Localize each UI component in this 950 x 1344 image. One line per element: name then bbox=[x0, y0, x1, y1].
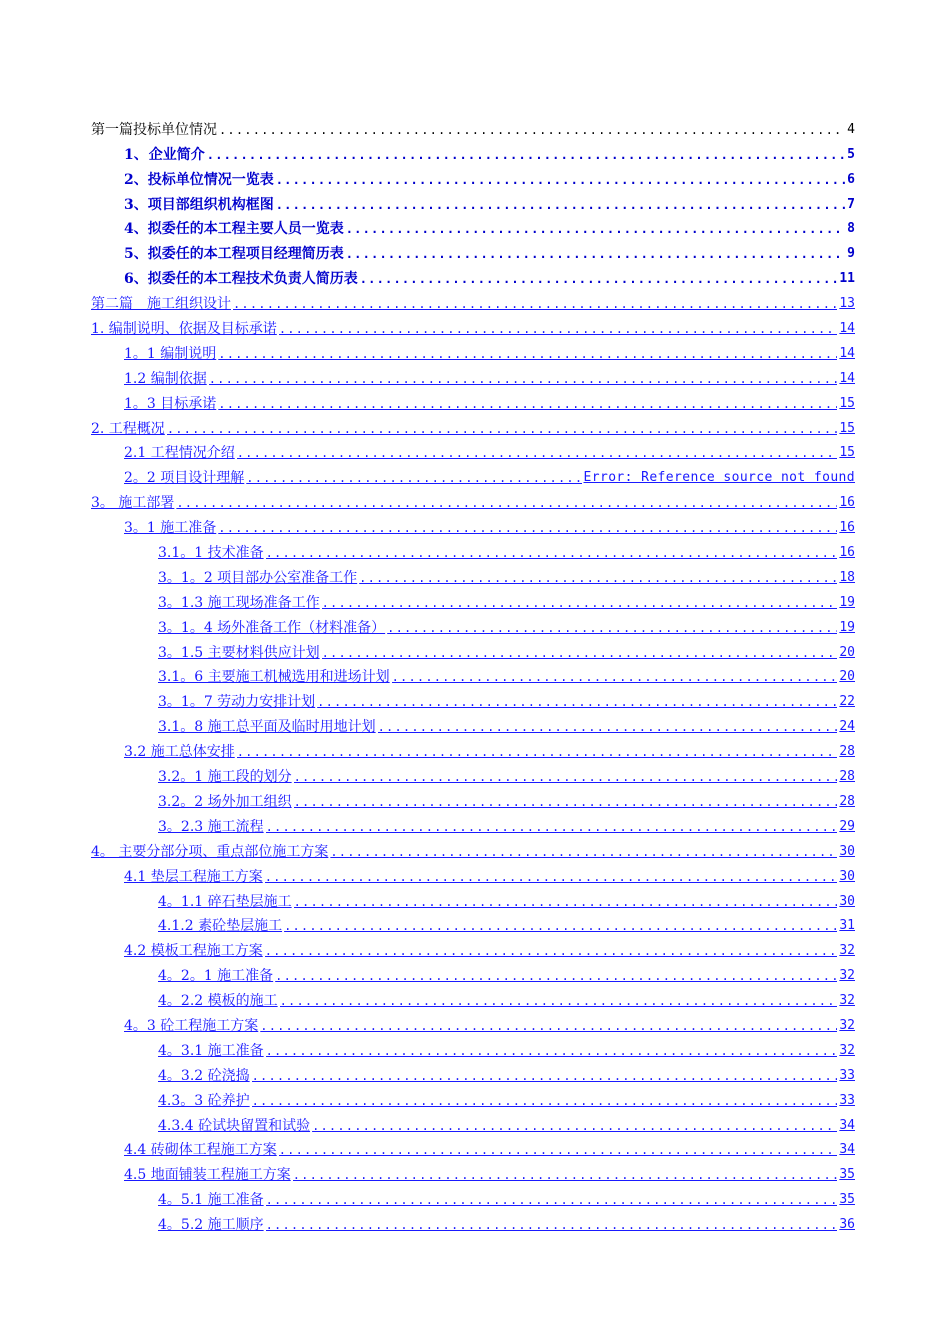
toc-link[interactable] bbox=[91, 844, 855, 860]
toc-link[interactable] bbox=[124, 470, 855, 486]
toc-link[interactable] bbox=[124, 1142, 855, 1158]
toc-link[interactable] bbox=[124, 744, 855, 760]
toc-leader-dots bbox=[279, 1142, 838, 1158]
toc-entry[interactable] bbox=[91, 885, 855, 910]
toc-link[interactable] bbox=[158, 1043, 855, 1059]
toc-entry-number: 4、 bbox=[124, 221, 148, 238]
toc-entry-title: 拟委任的本工程项目经理简历表 bbox=[147, 246, 344, 263]
toc-entry[interactable] bbox=[91, 685, 855, 710]
toc-entry-title: 1。3 目标承诺 bbox=[124, 395, 217, 412]
toc-entry-page: 32 bbox=[839, 1017, 855, 1033]
toc-entry[interactable] bbox=[91, 1084, 855, 1109]
toc-leader-dots bbox=[294, 769, 838, 785]
toc-link[interactable] bbox=[91, 122, 855, 138]
toc-entry-number: 3、 bbox=[124, 196, 148, 213]
toc-entry[interactable] bbox=[91, 1059, 855, 1084]
toc-entry[interactable] bbox=[91, 188, 855, 213]
toc-leader-dots bbox=[265, 943, 838, 959]
toc-entry-title: 4.5 地面铺装工程施工方案 bbox=[124, 1167, 291, 1184]
toc-entry[interactable] bbox=[91, 262, 855, 287]
toc-entry-page: 35 bbox=[839, 1167, 855, 1183]
toc-entry-title: 1。1 编制说明 bbox=[124, 345, 217, 362]
toc-entry-title: 4。3.1 施工准备 bbox=[158, 1042, 264, 1059]
toc-entry[interactable] bbox=[91, 138, 855, 163]
toc-entry-page: 33 bbox=[839, 1092, 855, 1108]
toc-entry[interactable] bbox=[91, 1183, 855, 1208]
toc-entry[interactable] bbox=[91, 237, 855, 262]
toc-entry-page: 6 bbox=[847, 171, 855, 187]
toc-entry-title: 4.3.4 砼试块留置和试验 bbox=[158, 1117, 311, 1134]
toc-entry-page: 34 bbox=[839, 1117, 855, 1133]
toc-entry-number: 第一篇 bbox=[91, 121, 133, 138]
toc-entry[interactable] bbox=[91, 710, 855, 735]
toc-entry-page: 32 bbox=[839, 968, 855, 984]
toc-leader-dots bbox=[293, 1167, 838, 1183]
toc-entry[interactable] bbox=[91, 213, 855, 238]
toc-link[interactable] bbox=[158, 1093, 855, 1109]
toc-entry-page: 9 bbox=[847, 246, 855, 262]
toc-entry-page: 4 bbox=[847, 121, 855, 137]
toc-link[interactable] bbox=[158, 769, 855, 785]
toc-link[interactable] bbox=[158, 694, 855, 710]
toc-entry[interactable] bbox=[91, 163, 855, 188]
toc-entry-page: 14 bbox=[839, 345, 855, 361]
toc-entry-page: 5 bbox=[847, 146, 855, 162]
toc-entry-title: 4。2.2 模板的施工 bbox=[158, 993, 278, 1010]
toc-entry[interactable] bbox=[91, 461, 855, 486]
toc-entry-title: 4。1.1 碎石垫层施工 bbox=[158, 893, 292, 910]
toc-entry-title: 4。3 砼工程施工方案 bbox=[124, 1017, 259, 1034]
toc-entry[interactable] bbox=[91, 561, 855, 586]
toc-entry-page: Error: Reference source not found bbox=[583, 470, 855, 486]
toc-link[interactable] bbox=[158, 620, 855, 636]
toc-entry-page: 16 bbox=[839, 545, 855, 561]
toc-entry[interactable] bbox=[91, 536, 855, 561]
toc-entry-title: 1.2 编制依据 bbox=[124, 370, 207, 387]
toc-link[interactable] bbox=[91, 495, 855, 511]
toc-entry-page: 11 bbox=[839, 271, 855, 287]
toc-entry[interactable] bbox=[91, 362, 855, 387]
toc-entry[interactable] bbox=[91, 1158, 855, 1183]
toc-entry-page: 32 bbox=[839, 1042, 855, 1058]
toc-leader-dots bbox=[284, 918, 837, 934]
toc-entry-page: 30 bbox=[839, 893, 855, 909]
toc-leader-dots bbox=[218, 346, 837, 362]
toc-leader-dots bbox=[360, 271, 838, 287]
toc-leader-dots bbox=[260, 1018, 837, 1034]
toc-entry-title: 2。2 项目设计理解 bbox=[124, 470, 245, 487]
toc-link[interactable] bbox=[91, 321, 855, 337]
toc-link[interactable] bbox=[158, 993, 855, 1009]
toc-link[interactable] bbox=[124, 197, 855, 213]
toc-entry-number: 5、 bbox=[124, 246, 148, 263]
toc-leader-dots bbox=[346, 246, 845, 262]
toc-entry[interactable] bbox=[91, 1109, 855, 1134]
toc-entry[interactable] bbox=[91, 1009, 855, 1034]
toc-entry[interactable] bbox=[91, 810, 855, 835]
toc-entry-title: 3。 施工部署 bbox=[91, 495, 175, 512]
toc-entry-page: 33 bbox=[839, 1067, 855, 1083]
toc-entry-page: 14 bbox=[839, 321, 855, 337]
toc-entry-page: 28 bbox=[839, 744, 855, 760]
toc-leader-dots bbox=[294, 794, 838, 810]
toc-entry-title: 3。1。4 场外准备工作（材料准备） bbox=[158, 619, 386, 636]
toc-entry-title: 3.1。6 主要施工机械选用和进场计划 bbox=[158, 669, 390, 686]
toc-leader-dots bbox=[218, 396, 837, 412]
toc-entry[interactable] bbox=[91, 312, 855, 337]
toc-link[interactable] bbox=[158, 918, 855, 934]
toc-entry-page: 30 bbox=[839, 843, 855, 859]
toc-leader-dots bbox=[246, 470, 581, 486]
toc-entry-page: 34 bbox=[839, 1142, 855, 1158]
toc-entry-title: 4。2。1 施工准备 bbox=[158, 968, 274, 985]
toc-entry[interactable] bbox=[91, 835, 855, 860]
toc-entry-title: 3。1.3 施工现场准备工作 bbox=[158, 594, 320, 611]
toc-entry-page: 22 bbox=[839, 694, 855, 710]
toc-entry-title: 拟委任的本工程主要人员一览表 bbox=[147, 221, 344, 238]
toc-entry-title: 3。1.5 主要材料供应计划 bbox=[158, 644, 320, 661]
toc-entry-title: 企业简介 bbox=[148, 146, 205, 163]
toc-entry-title: 4。3.2 砼浇捣 bbox=[158, 1067, 250, 1084]
toc-leader-dots bbox=[266, 1217, 838, 1233]
toc-entry-number: 1、 bbox=[124, 146, 148, 163]
toc-entry-title: 3。1。7 劳动力安排计划 bbox=[158, 694, 316, 711]
toc-entry-page: 18 bbox=[839, 569, 855, 585]
toc-link[interactable] bbox=[124, 246, 855, 262]
toc-leader-dots bbox=[312, 1118, 837, 1134]
toc-link[interactable] bbox=[124, 271, 855, 287]
toc-entry-page: 13 bbox=[839, 296, 855, 312]
toc-entry[interactable] bbox=[91, 412, 855, 437]
toc-entry-title: 4。5.1 施工准备 bbox=[158, 1192, 264, 1209]
toc-leader-dots bbox=[207, 147, 845, 163]
toc-link[interactable] bbox=[91, 421, 855, 437]
toc-leader-dots bbox=[265, 869, 838, 885]
toc-leader-dots bbox=[346, 221, 845, 237]
toc-entry-title: 4.1.2 素砼垫层施工 bbox=[158, 918, 283, 935]
toc-link[interactable] bbox=[158, 545, 855, 561]
toc-entry-title: 2. 工程概况 bbox=[91, 420, 165, 437]
toc-link[interactable] bbox=[124, 346, 855, 362]
toc-link[interactable] bbox=[158, 570, 855, 586]
toc-leader-dots bbox=[276, 172, 845, 188]
toc-leader-dots bbox=[209, 371, 838, 387]
toc-link[interactable] bbox=[158, 1068, 855, 1084]
toc-link[interactable] bbox=[124, 445, 855, 461]
toc-link[interactable] bbox=[158, 669, 855, 685]
toc-entry-title: 项目部组织机构框图 bbox=[147, 196, 274, 213]
toc-entry-title: 4。5.2 施工顺序 bbox=[158, 1217, 264, 1234]
toc-entry-title: 3。1 施工准备 bbox=[124, 520, 217, 537]
toc-entry-page: 30 bbox=[839, 868, 855, 884]
toc-leader-dots bbox=[237, 744, 838, 760]
toc-entry-page: 19 bbox=[839, 594, 855, 610]
toc-entry-number: 6、 bbox=[124, 271, 148, 288]
toc-entry[interactable] bbox=[91, 1034, 855, 1059]
toc-entry-page: 35 bbox=[839, 1192, 855, 1208]
toc-entry[interactable] bbox=[91, 661, 855, 686]
toc-link[interactable] bbox=[158, 1118, 855, 1134]
toc-link[interactable] bbox=[124, 869, 855, 885]
toc-link[interactable] bbox=[158, 794, 855, 810]
toc-link[interactable] bbox=[158, 819, 855, 835]
toc-entry-title: 4.1 垫层工程施工方案 bbox=[124, 868, 263, 885]
toc-leader-dots bbox=[266, 1043, 838, 1059]
toc-entry[interactable] bbox=[91, 611, 855, 636]
toc-entry[interactable] bbox=[91, 910, 855, 935]
toc-entry-title: 4.3。3 砼养护 bbox=[158, 1092, 250, 1109]
toc-link[interactable] bbox=[158, 894, 855, 910]
toc-entry[interactable] bbox=[91, 959, 855, 984]
toc-entry-title: 3.2。2 场外加工组织 bbox=[158, 793, 292, 810]
toc-leader-dots bbox=[266, 819, 838, 835]
toc-entry[interactable] bbox=[91, 1208, 855, 1233]
toc-entry[interactable] bbox=[91, 113, 855, 138]
toc-entry-title: 拟委任的本工程技术负责人简历表 bbox=[147, 271, 358, 288]
toc-link[interactable] bbox=[124, 396, 855, 412]
toc-entry-page: 8 bbox=[847, 221, 855, 237]
toc-leader-dots bbox=[387, 620, 837, 636]
toc-entry[interactable] bbox=[91, 934, 855, 959]
toc-leader-dots bbox=[266, 1192, 838, 1208]
toc-entry-page: 28 bbox=[839, 769, 855, 785]
toc-entry-title: 3。1。2 项目部办公室准备工作 bbox=[158, 569, 358, 586]
toc-entry[interactable] bbox=[91, 287, 855, 312]
toc-entry[interactable] bbox=[91, 387, 855, 412]
toc-entry-number: 2、 bbox=[124, 171, 148, 188]
toc-entry[interactable] bbox=[91, 636, 855, 661]
toc-entry[interactable] bbox=[91, 860, 855, 885]
toc-entry-page: 15 bbox=[839, 445, 855, 461]
toc-entry[interactable] bbox=[91, 486, 855, 511]
toc-entry[interactable] bbox=[91, 337, 855, 362]
toc-link[interactable] bbox=[124, 221, 855, 237]
toc-entry-page: 20 bbox=[839, 644, 855, 660]
toc-leader-dots bbox=[176, 495, 837, 511]
toc-entry-title: 2.1 工程情况介绍 bbox=[124, 445, 235, 462]
toc-entry-page: 16 bbox=[839, 520, 855, 536]
toc-link[interactable] bbox=[124, 147, 855, 163]
toc-leader-dots bbox=[275, 968, 837, 984]
toc-link[interactable] bbox=[124, 943, 855, 959]
toc-entry-page: 32 bbox=[839, 943, 855, 959]
toc-leader-dots bbox=[317, 694, 837, 710]
toc-entry-title: 1. 编制说明、依据及目标承诺 bbox=[91, 321, 277, 338]
toc-entry-title: 4。 主要分部分项、重点部位施工方案 bbox=[91, 843, 329, 860]
toc-entry-title: 4.4 砖砌体工程施工方案 bbox=[124, 1142, 277, 1159]
toc-entry[interactable] bbox=[91, 1134, 855, 1159]
toc-entry[interactable] bbox=[91, 511, 855, 536]
toc-link[interactable] bbox=[124, 1167, 855, 1183]
toc-link[interactable] bbox=[124, 1018, 855, 1034]
toc-entry-title: 3.1。8 施工总平面及临时用地计划 bbox=[158, 719, 376, 736]
toc-leader-dots bbox=[237, 445, 838, 461]
toc-entry-page: 29 bbox=[839, 818, 855, 834]
toc-entry-page: 20 bbox=[839, 669, 855, 685]
toc-link[interactable] bbox=[124, 371, 855, 387]
toc-entry-page: 28 bbox=[839, 793, 855, 809]
toc-entry-page: 16 bbox=[839, 495, 855, 511]
toc-entry-title: 3.2。1 施工段的划分 bbox=[158, 769, 292, 786]
toc-leader-dots bbox=[322, 595, 838, 611]
toc-entry-title: 3.1。1 技术准备 bbox=[158, 545, 264, 562]
toc-link[interactable] bbox=[158, 595, 855, 611]
toc-entry-title: 投标单位情况一览表 bbox=[147, 171, 274, 188]
toc-entry-page: 24 bbox=[839, 719, 855, 735]
toc-leader-dots bbox=[280, 993, 838, 1009]
toc-entry-title: 第二篇 施工组织设计 bbox=[91, 296, 231, 313]
toc-leader-dots bbox=[330, 844, 837, 860]
toc-leader-dots bbox=[266, 545, 838, 561]
toc-entry-page: 15 bbox=[839, 395, 855, 411]
toc-entry-page: 36 bbox=[839, 1217, 855, 1233]
toc-link[interactable] bbox=[91, 296, 855, 312]
toc-leader-dots bbox=[218, 520, 837, 536]
toc-leader-dots bbox=[167, 421, 838, 437]
toc-entry-title: 4.2 模板工程施工方案 bbox=[124, 943, 263, 960]
toc-leader-dots bbox=[233, 296, 837, 312]
toc-link[interactable] bbox=[124, 172, 855, 188]
toc-leader-dots bbox=[359, 570, 837, 586]
table-of-contents bbox=[91, 113, 855, 1233]
toc-entry[interactable] bbox=[91, 735, 855, 760]
toc-leader-dots bbox=[392, 669, 838, 685]
toc-link[interactable] bbox=[124, 520, 855, 536]
toc-entry-page: 31 bbox=[839, 918, 855, 934]
toc-leader-dots bbox=[219, 122, 845, 138]
toc-entry-page: 7 bbox=[847, 196, 855, 212]
toc-link[interactable] bbox=[158, 1217, 855, 1233]
toc-entry-page: 32 bbox=[839, 993, 855, 1009]
toc-entry-page: 19 bbox=[839, 619, 855, 635]
toc-entry-title: 3.2 施工总体安排 bbox=[124, 744, 235, 761]
toc-link[interactable] bbox=[158, 968, 855, 984]
toc-leader-dots bbox=[279, 321, 838, 337]
toc-entry[interactable] bbox=[91, 984, 855, 1009]
toc-entry[interactable] bbox=[91, 437, 855, 462]
toc-link[interactable] bbox=[158, 645, 855, 661]
toc-leader-dots bbox=[252, 1093, 838, 1109]
toc-leader-dots bbox=[276, 197, 845, 213]
toc-entry-page: 15 bbox=[839, 420, 855, 436]
toc-entry[interactable] bbox=[91, 586, 855, 611]
toc-entry[interactable] bbox=[91, 760, 855, 785]
toc-entry-title: 投标单位情况 bbox=[133, 121, 217, 138]
toc-entry[interactable] bbox=[91, 785, 855, 810]
toc-link[interactable] bbox=[158, 719, 855, 735]
toc-leader-dots bbox=[252, 1068, 838, 1084]
toc-entry-title: 3。2.3 施工流程 bbox=[158, 818, 264, 835]
toc-link[interactable] bbox=[158, 1192, 855, 1208]
toc-entry-page: 14 bbox=[839, 370, 855, 386]
toc-leader-dots bbox=[294, 894, 838, 910]
toc-leader-dots bbox=[322, 645, 838, 661]
toc-leader-dots bbox=[378, 719, 838, 735]
